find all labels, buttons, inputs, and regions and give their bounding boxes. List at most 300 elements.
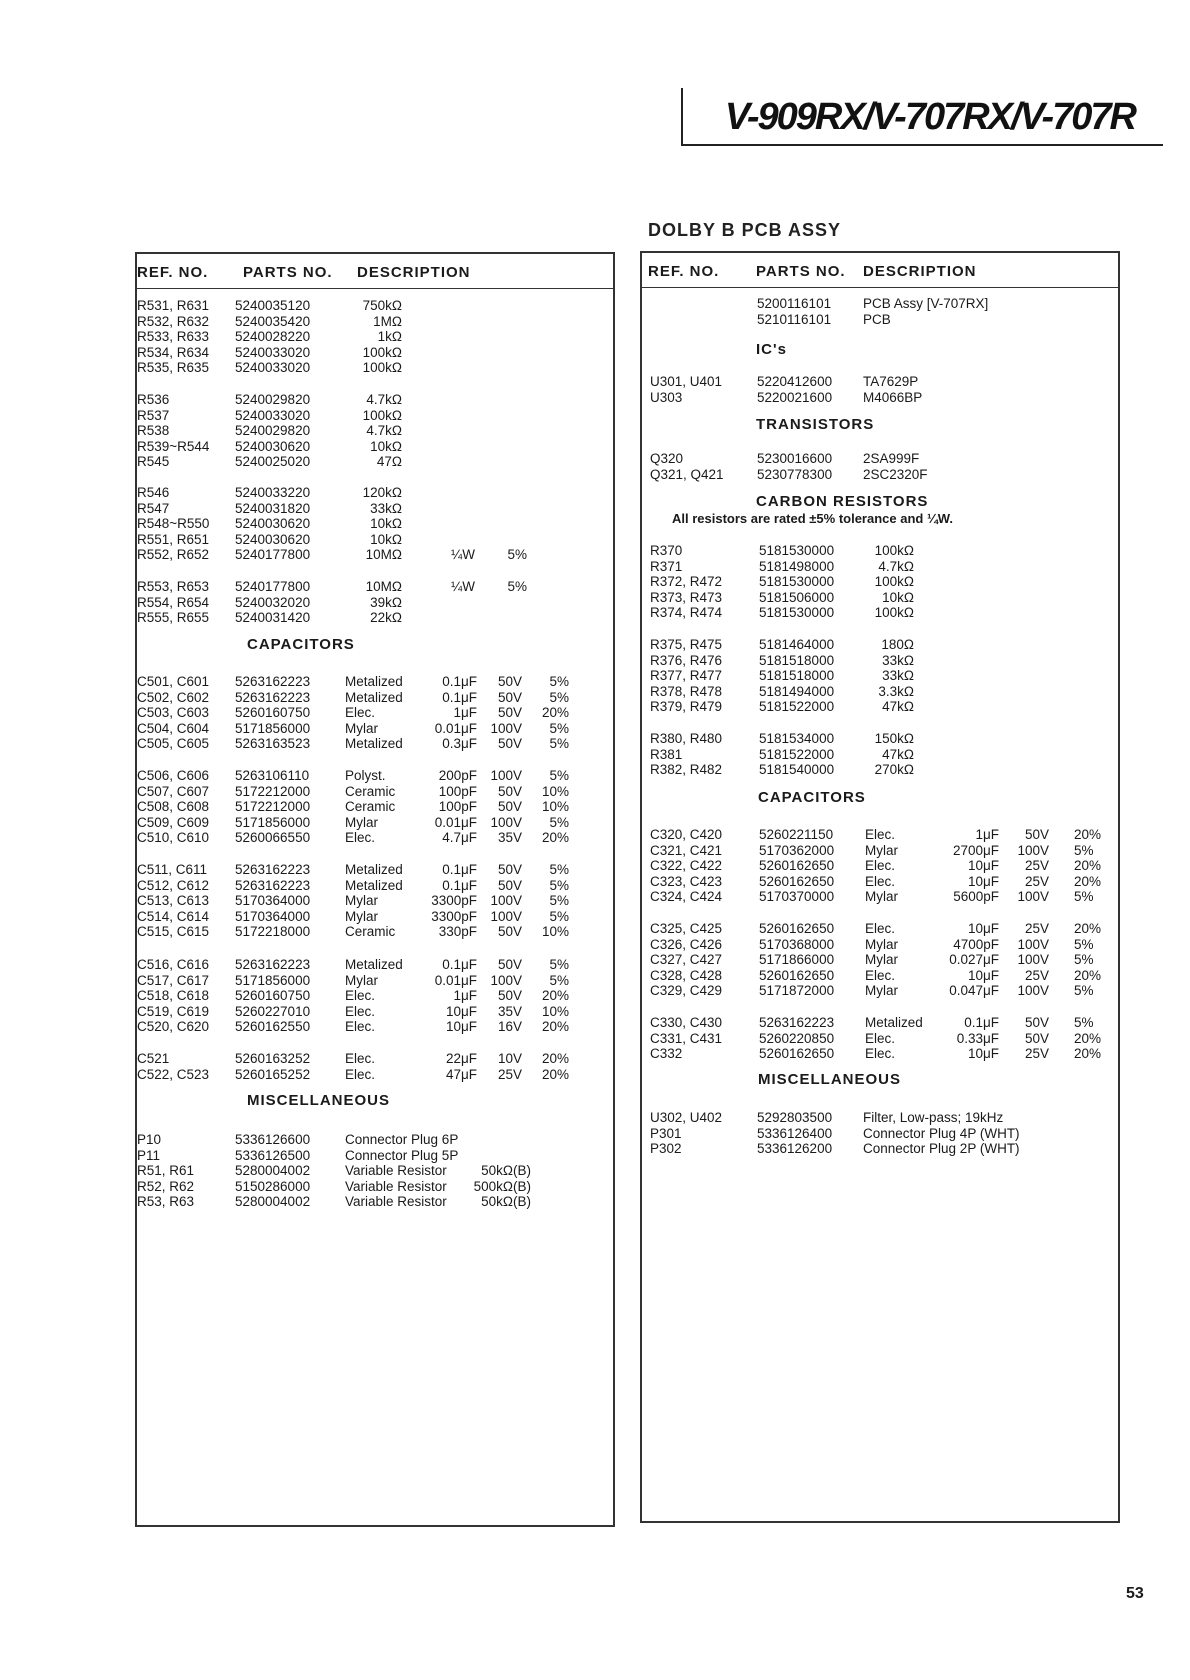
cap-type: Metalized [345, 736, 403, 752]
ref-no: R547 [137, 500, 170, 516]
parts-no: 5240031420 [235, 610, 311, 626]
ref-no: Q321, Q421 [650, 466, 724, 482]
table-row [137, 1067, 613, 1083]
table-row [642, 983, 1118, 999]
table-row [137, 547, 613, 563]
ref-no-header: REF. NO. [137, 264, 209, 281]
section-heading: CAPACITORS [247, 636, 355, 653]
parts-no: 5240029820 [235, 392, 311, 407]
tolerance: 20% [541, 1066, 569, 1082]
value: 2700μF [952, 842, 999, 858]
ref-no: R554, R654 [137, 594, 210, 610]
table-row [137, 1051, 613, 1067]
value: 4.7kΩ [366, 423, 402, 439]
table-row [642, 874, 1118, 890]
header-divider [642, 287, 1118, 288]
value: 0.1μF [964, 1015, 999, 1030]
table-row [137, 610, 613, 626]
ref-no: C502, C602 [137, 689, 210, 705]
table-row [137, 924, 613, 940]
cap-type: Elec. [865, 873, 896, 889]
description: Variable Resistor [345, 1163, 447, 1179]
description: Variable Resistor [345, 1194, 447, 1210]
value: 0.047μF [949, 983, 999, 999]
table-row [137, 1194, 613, 1210]
value: 0.3μF [442, 736, 477, 752]
table-row [642, 827, 1118, 843]
value: 3.3kΩ [878, 683, 914, 699]
parts-no: 5172218000 [235, 924, 311, 940]
parts-no: 5170364000 [235, 893, 311, 909]
value: 10μF [445, 1019, 477, 1035]
ref-no: R371 [650, 558, 683, 574]
table-row [642, 1126, 1118, 1142]
table-row [137, 893, 613, 909]
tolerance: 5% [549, 972, 569, 988]
value: 3300pF [431, 893, 477, 909]
value: 100kΩ [874, 574, 914, 590]
parts-no: 5240033220 [235, 485, 311, 500]
tolerance: 5% [549, 720, 569, 736]
table-row [137, 1132, 613, 1148]
value: 1μF [453, 705, 477, 721]
table-row [642, 543, 1118, 559]
voltage: 50V [497, 674, 522, 689]
ref-no: R375, R475 [650, 637, 723, 652]
tolerance: 20% [541, 988, 569, 1004]
value: 10μF [445, 1003, 477, 1019]
parts-no: 5240025020 [235, 454, 311, 470]
value: 750kΩ [362, 298, 402, 313]
value: 10kΩ [370, 516, 402, 532]
parts-no: 5263162223 [235, 957, 311, 972]
ref-no: C331, C431 [650, 1030, 723, 1046]
table-row [642, 653, 1118, 669]
tolerance: 5% [1074, 889, 1094, 905]
tolerance: 10% [541, 1003, 569, 1019]
ref-no: C507, C607 [137, 783, 210, 799]
parts-no: 5260162650 [759, 921, 835, 936]
ref-no: P10 [137, 1132, 162, 1147]
parts-no: 5181530000 [759, 574, 835, 590]
tolerance: 5% [549, 908, 569, 924]
value: 0.01μF [434, 972, 477, 988]
table-row [642, 296, 1118, 312]
voltage: 50V [1024, 1015, 1049, 1030]
parts-no: 5200116101 [757, 296, 832, 311]
table-row [137, 392, 613, 408]
value: 500kΩ(B) [473, 1178, 531, 1194]
ref-no: C322, C422 [650, 858, 723, 874]
ref-no: P302 [650, 1141, 682, 1157]
parts-no: 5260162650 [759, 873, 835, 889]
voltage: 100V [490, 768, 522, 783]
ref-no: R552, R652 [137, 547, 210, 563]
table-row [137, 830, 613, 846]
value: 0.1μF [442, 957, 477, 972]
table-row [642, 451, 1118, 467]
tolerance: 20% [1074, 1046, 1102, 1062]
table-row [137, 485, 613, 501]
cap-type: Elec. [345, 830, 376, 846]
table-row [642, 762, 1118, 778]
tolerance: 5% [507, 579, 527, 594]
table-row [642, 968, 1118, 984]
table-row [642, 1046, 1118, 1062]
ref-no: R555, R655 [137, 610, 210, 626]
table-row [137, 878, 613, 894]
parts-no: 5260227010 [235, 1003, 311, 1019]
table-row [642, 1015, 1118, 1031]
ref-no: C519, C619 [137, 1003, 210, 1019]
cap-type: Mylar [345, 814, 378, 830]
table-row [137, 736, 613, 752]
tolerance: 5% [1074, 952, 1094, 968]
ref-no: R376, R476 [650, 652, 723, 668]
table-row [137, 314, 613, 330]
ref-no: P301 [650, 1125, 682, 1141]
table-row [137, 439, 613, 455]
parts-no: 5336126500 [235, 1147, 311, 1163]
voltage: 25V [1024, 858, 1049, 874]
value: 4.7kΩ [878, 558, 914, 574]
tolerance: 5% [549, 877, 569, 893]
value: 10μF [967, 921, 999, 936]
table-row [642, 668, 1118, 684]
tolerance: 5% [549, 957, 569, 972]
parts-no: 5260221150 [759, 827, 834, 842]
cap-type: Elec. [345, 705, 376, 721]
parts-no: 5172212000 [235, 783, 311, 799]
value: 100kΩ [362, 344, 402, 360]
voltage: 50V [497, 736, 522, 752]
value: 4.7μF [442, 830, 477, 846]
table-row [642, 858, 1118, 874]
value: 1μF [453, 988, 477, 1004]
parts-no: 5170362000 [759, 842, 835, 858]
ref-no: P11 [137, 1147, 161, 1163]
value: 120kΩ [362, 485, 402, 500]
ref-no: C506, C606 [137, 768, 210, 783]
ref-no: C326, C426 [650, 936, 723, 952]
cap-type: Metalized [345, 862, 403, 877]
ref-no: R53, R63 [137, 1194, 195, 1210]
parts-no: 5181540000 [759, 762, 835, 778]
ref-no: R373, R473 [650, 589, 723, 605]
ref-no: R51, R61 [137, 1163, 195, 1179]
parts-no: 5292803500 [757, 1110, 833, 1125]
parts-no: 5171856000 [235, 814, 311, 830]
parts-no: 5260220850 [759, 1030, 835, 1046]
tolerance: 5% [1074, 1015, 1094, 1030]
parts-no: 5230778300 [757, 466, 833, 482]
ref-no: C511, C611 [137, 862, 208, 877]
table-row [642, 731, 1118, 747]
ref-no: R379, R479 [650, 699, 723, 715]
table-row [642, 559, 1118, 575]
parts-no: 5220021600 [757, 389, 833, 405]
ref-no: R370 [650, 543, 683, 558]
tolerance: 5% [549, 689, 569, 705]
cap-type: Elec. [345, 988, 376, 1004]
parts-no: 5181530000 [759, 605, 835, 621]
parts-no: 5260162650 [759, 1046, 835, 1062]
table-row [137, 721, 613, 737]
cap-type: Polyst. [345, 768, 386, 783]
table-row [642, 921, 1118, 937]
cap-type: Elec. [865, 921, 896, 936]
ref-no: C517, C617 [137, 972, 210, 988]
parts-no: 5240030620 [235, 531, 311, 547]
parts-no: 5240032020 [235, 594, 311, 610]
tolerance: 5% [549, 736, 569, 752]
ref-no: C323, C423 [650, 873, 723, 889]
table-row [137, 454, 613, 470]
table-row [137, 988, 613, 1004]
ref-no: C521 [137, 1051, 170, 1066]
description: Connector Plug 6P [345, 1132, 459, 1147]
section-heading: TRANSISTORS [756, 416, 875, 433]
ref-no: C516, C616 [137, 957, 210, 972]
description: 2SC2320F [863, 466, 928, 482]
parts-no: 5181522000 [759, 746, 835, 762]
table-row [642, 747, 1118, 763]
parts-no: 5260165252 [235, 1066, 311, 1082]
voltage: 100V [490, 972, 522, 988]
parts-no: 5210116101 [757, 311, 832, 327]
parts-no: 5336126600 [235, 1132, 311, 1147]
cap-type: Mylar [865, 842, 898, 858]
parts-no: 5240177800 [235, 547, 311, 563]
value: 5600pF [953, 889, 999, 905]
value: 0.1μF [442, 674, 477, 689]
section-heading: CARBON RESISTORS [756, 493, 929, 510]
tolerance: 10% [541, 783, 569, 799]
value: 50kΩ(B) [481, 1163, 531, 1179]
ref-no: R538 [137, 423, 170, 439]
parts-no: 5240028220 [235, 329, 311, 345]
description: Connector Plug 5P [345, 1147, 459, 1163]
parts-no: 5170370000 [759, 889, 835, 905]
section-heading: IC's [756, 341, 787, 358]
parts-no: 5240177800 [235, 579, 311, 594]
ref-no: R374, R474 [650, 605, 723, 621]
description: PCB Assy [V-707RX] [863, 296, 989, 311]
cap-type: Ceramic [345, 783, 396, 799]
section-heading: MISCELLANEOUS [247, 1092, 391, 1109]
voltage: 100V [1017, 952, 1049, 968]
value: 10MΩ [365, 579, 402, 594]
parts-no: 5260162650 [759, 858, 835, 874]
section-note: All resistors are rated ±5% tolerance and ¼W. [672, 511, 953, 526]
voltage: 25V [1024, 921, 1049, 936]
ref-no: R553, R653 [137, 579, 210, 594]
parts-no: 5220412600 [757, 374, 833, 389]
parts-no: 5280004002 [235, 1194, 311, 1210]
parts-no: 5240030620 [235, 438, 311, 454]
ref-no: R531, R631 [137, 298, 210, 313]
voltage: 50V [497, 799, 522, 815]
tolerance: 20% [1074, 967, 1102, 983]
tolerance: 5% [549, 768, 569, 783]
cap-type: Mylar [865, 936, 898, 952]
parts-no: 5181464000 [759, 637, 835, 652]
ref-no: C518, C618 [137, 988, 210, 1004]
value: 180Ω [881, 637, 914, 652]
parts-no: 5263162223 [759, 1015, 835, 1030]
value: 0.33μF [956, 1030, 999, 1046]
section-heading: MISCELLANEOUS [758, 1071, 902, 1088]
tolerance: 20% [1074, 921, 1102, 936]
table-row [137, 298, 613, 314]
cap-type: Mylar [345, 720, 378, 736]
cap-type: Metalized [345, 877, 403, 893]
table-row [137, 784, 613, 800]
value: 22μF [445, 1051, 477, 1066]
description: TA7629P [863, 374, 919, 389]
parts-no: 5171872000 [759, 983, 835, 999]
parts-no: 5260160750 [235, 705, 311, 721]
parts-no: 5150286000 [235, 1178, 311, 1194]
parts-no: 5336126400 [757, 1125, 833, 1141]
value: 0.01μF [434, 720, 477, 736]
cap-type: Elec. [865, 1046, 896, 1062]
tolerance: 20% [1074, 873, 1102, 889]
value: 33kΩ [882, 652, 914, 668]
value: 0.027μF [949, 952, 999, 968]
description: Connector Plug 4P (WHT) [863, 1125, 1020, 1141]
cap-type: Mylar [865, 983, 898, 999]
parts-no: 5230016600 [757, 451, 833, 466]
parts-no: 5181494000 [759, 683, 835, 699]
voltage: 50V [497, 957, 522, 972]
parts-no: 5171856000 [235, 720, 311, 736]
ref-no: C508, C608 [137, 799, 210, 815]
value: 100kΩ [362, 407, 402, 423]
description-header: DESCRIPTION [863, 263, 977, 280]
cap-type: Elec. [345, 1003, 376, 1019]
ref-no: R378, R478 [650, 683, 723, 699]
table-row [137, 1019, 613, 1035]
table-row [137, 360, 613, 376]
value: 100kΩ [874, 605, 914, 621]
value: 50kΩ(B) [481, 1194, 531, 1210]
table-row [137, 408, 613, 424]
cap-type: Mylar [345, 972, 378, 988]
voltage: 10V [497, 1051, 522, 1066]
description: 2SA999F [863, 451, 920, 466]
value: 200pF [438, 768, 477, 783]
value: 10μF [967, 967, 999, 983]
voltage: 50V [497, 689, 522, 705]
table-row [642, 952, 1118, 968]
parts-no: 5171856000 [235, 972, 311, 988]
voltage: 50V [497, 705, 522, 721]
value: 10MΩ [365, 547, 402, 563]
voltage: 25V [497, 1066, 522, 1082]
table-row [137, 345, 613, 361]
voltage: 50V [497, 862, 522, 877]
parts-no: 5260160750 [235, 988, 311, 1004]
parts-no: 5263106110 [235, 768, 310, 783]
ref-no: R536 [137, 392, 170, 407]
table-row [137, 862, 613, 878]
ref-no: C504, C604 [137, 720, 210, 736]
ref-no: R539~R544 [137, 438, 210, 454]
table-row [137, 1004, 613, 1020]
header-divider [137, 288, 613, 289]
cap-type: Elec. [865, 858, 896, 874]
value: 4.7kΩ [366, 392, 402, 407]
value: 0.1μF [442, 689, 477, 705]
cap-type: Elec. [865, 827, 896, 842]
value: 100kΩ [362, 360, 402, 376]
cap-type: Ceramic [345, 924, 396, 940]
table-row [642, 889, 1118, 905]
tolerance: 5% [1074, 936, 1094, 952]
value: 100pF [438, 783, 477, 799]
ref-no: C522, C523 [137, 1066, 210, 1082]
table-row [137, 957, 613, 973]
value: 150kΩ [874, 731, 914, 746]
ref-no: R537 [137, 407, 170, 423]
table-row [137, 595, 613, 611]
parts-no: 5260162650 [759, 967, 835, 983]
assy-title: DOLBY B PCB ASSY [648, 220, 842, 240]
voltage: 50V [1024, 1030, 1049, 1046]
cap-type: Mylar [345, 908, 378, 924]
ref-no: C328, C428 [650, 967, 723, 983]
table-row [137, 516, 613, 532]
cap-type: Metalized [345, 674, 403, 689]
voltage: 25V [1024, 967, 1049, 983]
tolerance: 5% [549, 814, 569, 830]
ref-no: R533, R633 [137, 329, 210, 345]
tolerance: 20% [1074, 827, 1102, 842]
value: 10μF [967, 1046, 999, 1062]
value: 33kΩ [882, 668, 914, 684]
left-parts-table [135, 252, 615, 1527]
voltage: 50V [497, 783, 522, 799]
description: Variable Resistor [345, 1178, 447, 1194]
tolerance: 20% [541, 830, 569, 846]
table-row [642, 605, 1118, 621]
cap-type: Mylar [345, 893, 378, 909]
parts-no: 5240030620 [235, 516, 311, 532]
ref-no: C327, C427 [650, 952, 723, 968]
tolerance: 5% [549, 862, 569, 877]
tolerance: 10% [541, 924, 569, 940]
table-row [137, 532, 613, 548]
cap-type: Elec. [865, 1030, 896, 1046]
ref-no: R545 [137, 454, 170, 470]
ref-no: C325, C425 [650, 921, 723, 936]
tolerance: 5% [549, 674, 569, 689]
ref-no: R381 [650, 746, 683, 762]
parts-no: 5240029820 [235, 423, 311, 439]
voltage: 100V [1017, 889, 1049, 905]
cap-type: Metalized [865, 1015, 923, 1030]
table-row [642, 699, 1118, 715]
parts-no: 5263162223 [235, 862, 311, 877]
table-row [137, 705, 613, 721]
parts-no: 5172212000 [235, 799, 311, 815]
table-row [137, 1179, 613, 1195]
parts-no: 5240035420 [235, 313, 311, 329]
parts-no: 5171866000 [759, 952, 835, 968]
table-row [137, 690, 613, 706]
parts-no: 5240031820 [235, 500, 311, 516]
